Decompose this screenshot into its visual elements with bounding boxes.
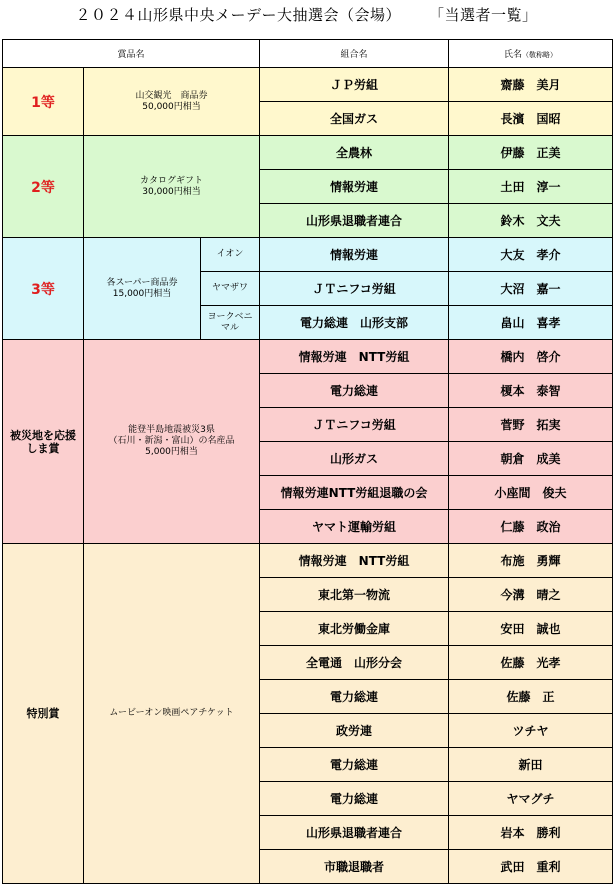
union-cell: 電力総連 xyxy=(260,374,449,408)
winner-name-cell: 今溝 晴之 xyxy=(449,578,613,612)
store-cell: ヨークベニ マル xyxy=(201,306,260,340)
winner-name-cell: 鈴木 文夫 xyxy=(449,204,613,238)
union-cell: ＪＴニフコ労組 xyxy=(260,408,449,442)
winner-name-cell: 橋内 啓介 xyxy=(449,340,613,374)
union-cell: 電力総連 xyxy=(260,782,449,816)
union-cell: 情報労連 xyxy=(260,238,449,272)
union-cell: ＪＴニフコ労組 xyxy=(260,272,449,306)
winner-name-cell: 安田 誠也 xyxy=(449,612,613,646)
union-cell: 全農林 xyxy=(260,136,449,170)
winner-name-cell: 仁藤 政治 xyxy=(449,510,613,544)
prize-description: 各スーパー商品券 15,000円相当 xyxy=(84,238,201,340)
store-cell: ヤマザワ xyxy=(201,272,260,306)
union-cell: 全国ガス xyxy=(260,102,449,136)
union-cell: 東北労働金庫 xyxy=(260,612,449,646)
winner-name-cell: 齋藤 美月 xyxy=(449,68,613,102)
store-cell: イオン xyxy=(201,238,260,272)
name-header-label: 氏名 xyxy=(504,50,523,60)
union-cell: 政労連 xyxy=(260,714,449,748)
tier-label: 被災地を応援 しま賞 xyxy=(3,340,84,544)
union-cell: 情報労連NTT労組退職の会 xyxy=(260,476,449,510)
winner-name-cell: 新田 xyxy=(449,748,613,782)
table-row xyxy=(3,544,613,578)
table-row xyxy=(3,136,613,170)
name-column-header xyxy=(449,40,613,68)
winner-name-cell: 長濱 国昭 xyxy=(449,102,613,136)
winner-name-cell: 武田 重利 xyxy=(449,850,613,884)
winner-name-cell: 菅野 拓実 xyxy=(449,408,613,442)
prize-description: ムービーオン映画ペアチケット xyxy=(84,544,260,884)
union-cell: 山形ガス xyxy=(260,442,449,476)
union-cell: 情報労連 NTT労組 xyxy=(260,340,449,374)
title-text: ２０２４山形県中央メーデー大抽選会（会場） xyxy=(75,6,401,24)
winner-name-cell: 朝倉 成美 xyxy=(449,442,613,476)
union-cell: 東北第一物流 xyxy=(260,578,449,612)
union-cell: 電力総連 山形支部 xyxy=(260,306,449,340)
tier-label: 2等 xyxy=(3,136,84,238)
page-title xyxy=(0,4,613,25)
winner-name-cell: 土田 淳一 xyxy=(449,170,613,204)
union-cell: 情報労連 NTT労組 xyxy=(260,544,449,578)
winner-name-cell: ツチヤ xyxy=(449,714,613,748)
winners-table xyxy=(2,39,613,884)
winner-name-cell: 大沼 嘉一 xyxy=(449,272,613,306)
winner-name-cell: 小座間 俊夫 xyxy=(449,476,613,510)
prize-description: カタログギフト 30,000円相当 xyxy=(84,136,260,238)
table-row xyxy=(3,340,613,374)
winner-name-cell: 畠山 喜孝 xyxy=(449,306,613,340)
union-cell: 山形県退職者連合 xyxy=(260,816,449,850)
name-header-note: （敬称略） xyxy=(522,51,558,59)
table-row xyxy=(3,68,613,102)
union-cell: 市職退職者 xyxy=(260,850,449,884)
table-header-row xyxy=(3,40,613,68)
union-cell: 電力総連 xyxy=(260,680,449,714)
union-cell: 電力総連 xyxy=(260,748,449,782)
winner-name-cell: 佐藤 光孝 xyxy=(449,646,613,680)
winner-name-cell: 榎本 泰智 xyxy=(449,374,613,408)
winner-name-cell: 伊藤 正美 xyxy=(449,136,613,170)
prize-column-header: 賞品名 xyxy=(3,40,260,68)
subtitle-text: 「当選者一覧」 xyxy=(429,6,538,24)
prize-description: 能登半島地震被災3県 （石川・新潟・富山）の名産品 5,000円相当 xyxy=(84,340,260,544)
tier-label: 3等 xyxy=(3,238,84,340)
prize-description: 山交観光 商品券 50,000円相当 xyxy=(84,68,260,136)
union-cell: 情報労連 xyxy=(260,170,449,204)
tier-label: 1等 xyxy=(3,68,84,136)
winner-name-cell: 布施 勇輝 xyxy=(449,544,613,578)
union-column-header: 組合名 xyxy=(260,40,449,68)
table-row xyxy=(3,238,613,272)
winner-name-cell: ヤマグチ xyxy=(449,782,613,816)
union-cell: ＪＰ労組 xyxy=(260,68,449,102)
winner-name-cell: 佐藤 正 xyxy=(449,680,613,714)
tier-label: 特別賞 xyxy=(3,544,84,884)
union-cell: ヤマト運輸労組 xyxy=(260,510,449,544)
winner-name-cell: 岩本 勝利 xyxy=(449,816,613,850)
union-cell: 全電通 山形分会 xyxy=(260,646,449,680)
union-cell: 山形県退職者連合 xyxy=(260,204,449,238)
winner-name-cell: 大友 孝介 xyxy=(449,238,613,272)
